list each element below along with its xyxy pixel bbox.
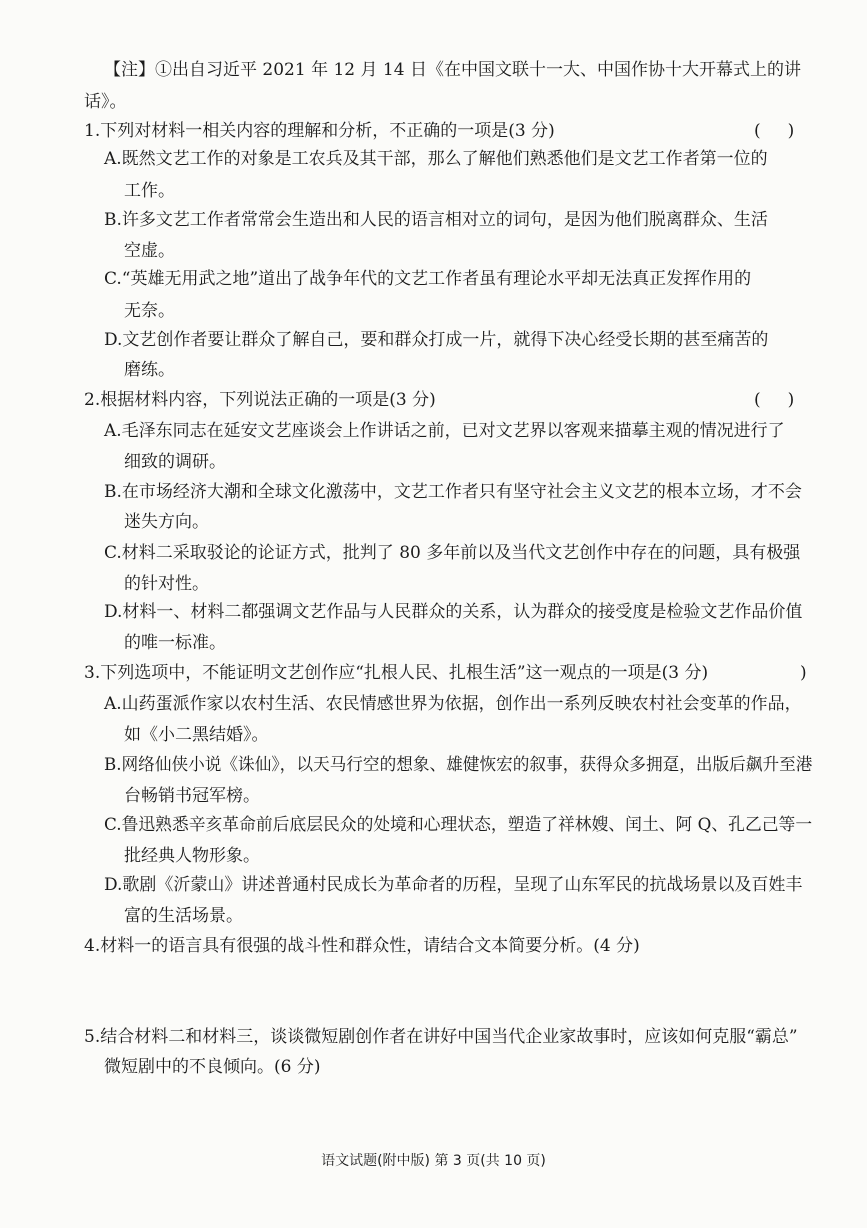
page-footer: 语文试题(附中版) 第 3 页(共 10 页) [321, 1153, 546, 1169]
q1-option-c-line-2: 无奈。 [124, 301, 175, 321]
q1-option-a-line-2: 工作。 [124, 181, 175, 201]
q2-option-d-line-1: D.材料一、材料二都强调文艺作品与人民群众的关系，认为群众的接受度是检验文艺作品价值 [104, 602, 803, 622]
q3-option-b-line-1: B.网络仙侠小说《诛仙》，以天马行空的想象、雄健恢宏的叙事，获得众多拥趸，出版后飙升至港 [104, 755, 813, 775]
q2-option-b-line-1: B.在市场经济大潮和全球文化激荡中，文艺工作者只有坚守社会主义文艺的根本立场，才不会 [104, 482, 802, 502]
question-1-stem: 1.下列对材料一相关内容的理解和分析，不正确的一项是(3 分) [84, 121, 555, 141]
q1-option-d-line-2: 磨练。 [124, 360, 175, 380]
note-line-2: 话》。 [84, 92, 127, 112]
q2-option-c-line-1: C.材料二采取驳论的论证方式，批判了 80 多年前以及当代文艺创作中存在的问题，具有极强 [104, 543, 801, 563]
note-line-1: 【注】①出自习近平 2021 年 12 月 14 日《在中国文联十一大、中国作协十大开幕式上的讲 [104, 60, 801, 80]
question-3-answer-paren: ) [800, 663, 807, 683]
q2-option-c-line-2: 的针对性。 [124, 574, 209, 594]
q3-option-b-line-2: 台畅销书冠军榜。 [124, 786, 260, 806]
q1-option-a-line-1: A.既然文艺工作的对象是工农兵及其干部，那么了解他们熟悉他们是文艺工作者第一位的 [104, 149, 768, 169]
q3-option-d-line-2: 富的生活场景。 [124, 906, 243, 926]
q1-option-c-line-1: C.“英雄无用武之地”道出了战争年代的文艺工作者虽有理论水平却无法真正发挥作用的 [104, 269, 752, 289]
question-5-stem-line-2: 微短剧中的不良倾向。(6 分) [104, 1057, 321, 1077]
q1-option-d-line-1: D.文艺创作者要让群众了解自己，要和群众打成一片，就得下决心经受长期的甚至痛苦的 [104, 330, 769, 350]
q3-option-a-line-1: A.山药蛋派作家以农村生活、农民情感世界为依据，创作出一系列反映农村社会变革的作品， [104, 694, 802, 714]
q1-option-b-line-2: 空虚。 [124, 241, 175, 261]
q2-option-a-line-1: A.毛泽东同志在延安文艺座谈会上作讲话之前，已对文艺界以客观来描摹主观的情况进行了 [104, 421, 785, 441]
question-5-stem-line-1: 5.结合材料二和材料三，谈谈微短剧创作者在讲好中国当代企业家故事时，应该如何克服“霸总” [84, 1027, 798, 1047]
question-2-stem: 2.根据材料内容，下列说法正确的一项是(3 分) [84, 390, 436, 410]
q3-option-a-line-2: 如《小二黑结婚》。 [124, 725, 269, 745]
question-3-stem: 3.下列选项中，不能证明文艺创作应“扎根人民、扎根生活”这一观点的一项是(3 分) [84, 663, 709, 683]
q3-option-d-line-1: D.歌剧《沂蒙山》讲述普通村民成长为革命者的历程，呈现了山东军民的抗战场景以及百姓丰 [104, 875, 803, 895]
question-2-answer-paren: ( ) [754, 390, 795, 410]
q2-option-b-line-2: 迷失方向。 [124, 512, 209, 532]
q2-option-d-line-2: 的唯一标准。 [124, 633, 226, 653]
q1-option-b-line-1: B.许多文艺工作者常常会生造出和人民的语言相对立的词句，是因为他们脱离群众、生活 [104, 210, 768, 230]
q3-option-c-line-1: C.鲁迅熟悉辛亥革命前后底层民众的处境和心理状态，塑造了祥林嫂、闰土、阿 Q、孔乙己等一 [104, 815, 813, 835]
question-1-answer-paren: ( ) [754, 121, 795, 141]
question-4-stem: 4.材料一的语言具有很强的战斗性和群众性，请结合文本简要分析。(4 分) [84, 936, 640, 956]
q2-option-a-line-2: 细致的调研。 [124, 452, 226, 472]
q3-option-c-line-2: 批经典人物形象。 [124, 846, 260, 866]
